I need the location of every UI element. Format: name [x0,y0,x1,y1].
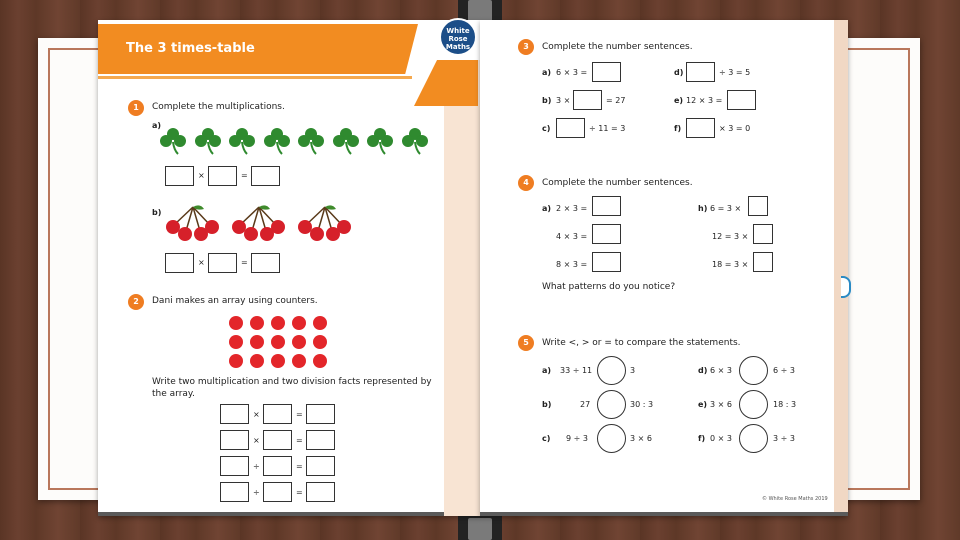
number-sentence: 6 = 3 × [710,204,742,213]
answer-box[interactable] [306,430,335,450]
shamrock-icon [158,126,188,156]
cherries-icon [230,205,288,245]
answer-box[interactable] [306,404,335,424]
equals-sign: = [241,258,248,267]
part-b-label: b) [152,208,162,217]
red-counter-icon [250,354,264,368]
page-gutter [444,60,480,516]
red-counter-icon [250,335,264,349]
shamrock-icon [193,126,223,156]
red-counter-icon [250,316,264,330]
part-label: f) [674,124,682,133]
question-number-3: 3 [518,39,534,55]
answer-box[interactable] [208,166,237,186]
comparison-circle[interactable] [597,356,626,385]
number-sentence: 12 = 3 × [712,232,749,241]
answer-box[interactable] [753,252,773,272]
answer-box[interactable] [306,456,335,476]
shamrock-icon [296,126,326,156]
part-label: c) [542,124,551,133]
equals-sign: = [296,488,303,497]
comparison-right: 3 × 6 [630,434,652,443]
answer-box[interactable] [263,430,292,450]
part-label: b) [542,96,552,105]
answer-box[interactable] [208,253,237,273]
title-banner-stripe [98,76,412,79]
cherries-icon [296,205,354,245]
answer-box[interactable] [220,404,249,424]
part-label: f) [698,434,706,443]
comparison-right: 30 : 3 [630,400,654,409]
comparison-circle[interactable] [739,356,768,385]
answer-box[interactable] [727,90,756,110]
worksheet-page-right [480,20,848,516]
answer-box[interactable] [220,430,249,450]
number-sentence: 8 × 3 = [556,260,588,269]
part-label: b) [542,400,552,409]
cherries-icon [164,205,222,245]
part-label: d) [674,68,684,77]
red-counter-icon [313,335,327,349]
comparison-circle[interactable] [739,390,768,419]
equals-sign: = [296,462,303,471]
answer-box[interactable] [592,224,621,244]
answer-box[interactable] [263,404,292,424]
comparison-circle[interactable] [597,424,626,453]
shamrock-icon [227,126,257,156]
red-counter-icon [292,335,306,349]
red-counter-icon [313,354,327,368]
question-number-2: 2 [128,294,144,310]
spine-hole [468,0,492,22]
answer-box[interactable] [263,456,292,476]
comparison-circle[interactable] [739,424,768,453]
question-number-4: 4 [518,175,534,191]
question-number-5: 5 [518,335,534,351]
part-label: a) [542,366,552,375]
part-label: c) [542,434,551,443]
answer-box[interactable] [251,253,280,273]
comparison-right: 3 [630,366,636,375]
number-sentence: ÷ 3 = 5 [719,68,751,77]
answer-box[interactable] [165,166,194,186]
page-title: The 3 times-table [126,41,255,56]
number-sentence: 4 × 3 = [556,232,588,241]
comparison-right: 3 ÷ 3 [773,434,795,443]
operator-sign: ÷ [253,462,260,471]
answer-box[interactable] [165,253,194,273]
answer-box[interactable] [573,90,602,110]
answer-box[interactable] [220,482,249,502]
operator-sign: × [253,436,260,445]
operator-sign: ÷ [253,488,260,497]
comparison-right: 18 : 3 [773,400,797,409]
red-counter-icon [229,354,243,368]
number-sentence: = 27 [606,96,626,105]
equals-sign: = [241,171,248,180]
shamrock-icon [262,126,292,156]
answer-box[interactable] [592,62,621,82]
page-edge [834,20,848,512]
times-sign: × [198,258,205,267]
comparison-left: 6 × 3 [710,366,732,375]
comparison-left: 33 ÷ 11 [560,366,593,375]
shamrock-icon [331,126,361,156]
answer-box[interactable] [220,456,249,476]
red-counter-icon [292,354,306,368]
worksheet-page-left [98,20,480,516]
comparison-left: 9 ÷ 3 [566,434,588,443]
part-label: e) [674,96,684,105]
comparison-right: 6 ÷ 3 [773,366,795,375]
part-label: h) [698,204,708,213]
shamrock-icon [400,126,430,156]
number-sentence: 2 × 3 = [556,204,588,213]
answer-box[interactable] [753,224,773,244]
part-label: e) [698,400,708,409]
answer-box[interactable] [592,196,621,216]
shamrock-icon [365,126,395,156]
equals-sign: = [296,436,303,445]
answer-box[interactable] [686,62,715,82]
red-counter-icon [229,316,243,330]
answer-box[interactable] [306,482,335,502]
number-sentence: 6 × 3 = [556,68,588,77]
comparison-left: 3 × 6 [710,400,732,409]
part-label: d) [698,366,708,375]
number-sentence: 3 × [556,96,571,105]
number-sentence: ÷ 11 = 3 [589,124,626,133]
equals-sign: = [296,410,303,419]
part-a-label: a) [152,121,162,130]
question-1-text: Complete the multiplications. [152,102,285,112]
red-counter-icon [271,354,285,368]
answer-box[interactable] [263,482,292,502]
operator-sign: × [253,410,260,419]
answer-box[interactable] [556,118,585,138]
comparison-left: 27 [580,400,591,409]
question-number-1: 1 [128,100,144,116]
red-counter-icon [229,335,243,349]
answer-box[interactable] [251,166,280,186]
red-counter-icon [292,316,306,330]
times-sign: × [198,171,205,180]
red-counter-icon [271,316,285,330]
comparison-left: 0 × 3 [710,434,732,443]
red-counter-icon [271,335,285,349]
part-label: a) [542,204,552,213]
answer-box[interactable] [686,118,715,138]
question-5-text: Write <, > or = to compare the statements. [542,338,741,348]
corner-decoration [414,60,478,106]
question-2-instruction: Write two multiplication and two division facts represented by the array. [152,377,432,399]
number-sentence: × 3 = 0 [719,124,751,133]
answer-box[interactable] [592,252,621,272]
question-3-text: Complete the number sentences. [542,42,693,52]
patterns-question: What patterns do you notice? [542,282,676,292]
spine-hole [468,518,492,540]
question-4-text: Complete the number sentences. [542,178,693,188]
comparison-circle[interactable] [597,390,626,419]
copyright-notice: © White Rose Maths 2019 [762,496,828,502]
white-rose-maths-logo: White Rose Maths [439,18,477,56]
red-counter-icon [313,316,327,330]
part-label: a) [542,68,552,77]
number-sentence: 18 = 3 × [712,260,749,269]
question-2-text: Dani makes an array using counters. [152,296,318,306]
answer-box[interactable] [748,196,768,216]
number-sentence: 12 × 3 = [686,96,723,105]
